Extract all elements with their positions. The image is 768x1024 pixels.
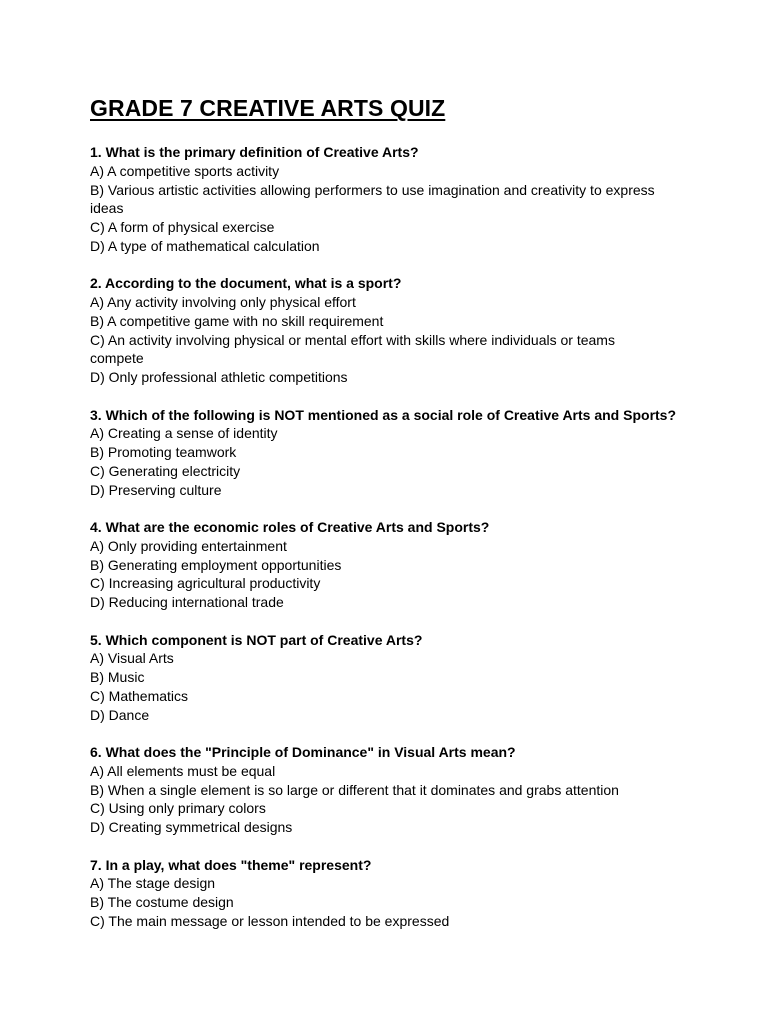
question-block bbox=[90, 406, 728, 500]
answer-option: A) Visual Arts bbox=[90, 650, 174, 667]
answer-option: B) Music bbox=[90, 669, 145, 686]
answer-options bbox=[90, 762, 728, 837]
answer-option: A) All elements must be equal bbox=[90, 762, 276, 779]
answer-option: D) Reducing international trade bbox=[90, 594, 284, 611]
question-text: 5. Which component is NOT part of Creative Arts? bbox=[90, 631, 423, 648]
question-block bbox=[90, 856, 728, 931]
answer-option: A) Only providing entertainment bbox=[90, 537, 287, 554]
answer-options bbox=[90, 537, 728, 612]
question-text: 2. According to the document, what is a sport? bbox=[90, 275, 402, 292]
answer-option: B) Generating employment opportunities bbox=[90, 556, 342, 573]
answer-option: C) Mathematics bbox=[90, 687, 189, 704]
question-text: 6. What does the "Principle of Dominance" in Visual Arts mean? bbox=[90, 744, 516, 761]
answer-option: D) Preserving culture bbox=[90, 481, 222, 498]
answer-option: C) Generating electricity bbox=[90, 462, 241, 479]
answer-option: C) Using only primary colors bbox=[90, 800, 266, 817]
question-block bbox=[90, 143, 728, 256]
answer-options bbox=[90, 424, 728, 499]
answer-option: A) A competitive sports activity bbox=[90, 162, 280, 179]
answer-option: D) Dance bbox=[90, 706, 150, 723]
question-text: 3. Which of the following is NOT mentioned as a social role of Creative Arts and Sports? bbox=[90, 406, 677, 423]
question-block bbox=[90, 743, 728, 837]
answer-option: D) Creating symmetrical designs bbox=[90, 819, 293, 836]
answer-options bbox=[90, 649, 728, 724]
answer-option: D) Only professional athletic competitions bbox=[90, 369, 348, 386]
page-title: GRADE 7 CREATIVE ARTS QUIZ bbox=[90, 95, 446, 121]
answer-option: B) A competitive game with no skill requirement bbox=[90, 312, 384, 329]
answer-option: C) Increasing agricultural productivity bbox=[90, 575, 321, 592]
answer-option: B) When a single element is so large or different that it dominates and grabs attention bbox=[90, 781, 619, 798]
answer-option: D) A type of mathematical calculation bbox=[90, 237, 320, 254]
answer-options bbox=[90, 874, 728, 930]
answer-options bbox=[90, 293, 728, 387]
answer-option: B) Promoting teamwork bbox=[90, 444, 237, 461]
question-block bbox=[90, 631, 728, 725]
question-text: 1. What is the primary definition of Creative Arts? bbox=[90, 144, 419, 160]
answer-option: B) The costume design bbox=[90, 894, 234, 911]
question-text: 4. What are the economic roles of Creative Arts and Sports? bbox=[90, 519, 490, 536]
answer-option: A) Any activity involving only physical effort bbox=[90, 294, 356, 311]
answer-options bbox=[90, 162, 728, 256]
answer-option: A) Creating a sense of identity bbox=[90, 425, 278, 442]
answer-option: C) A form of physical exercise bbox=[90, 219, 275, 236]
question-text: 7. In a play, what does "theme" represent? bbox=[90, 856, 372, 873]
answer-option: C) The main message or lesson intended to be expressed bbox=[90, 912, 450, 929]
question-block bbox=[90, 274, 728, 387]
question-list bbox=[90, 143, 728, 931]
answer-option: A) The stage design bbox=[90, 875, 216, 892]
answer-option: B) Various artistic activities allowing performers to use imagination and creativity to express ideas bbox=[90, 181, 655, 217]
answer-option: C) An activity involving physical or mental effort with skills where individuals or teams compete bbox=[90, 331, 615, 367]
question-block bbox=[90, 518, 728, 612]
